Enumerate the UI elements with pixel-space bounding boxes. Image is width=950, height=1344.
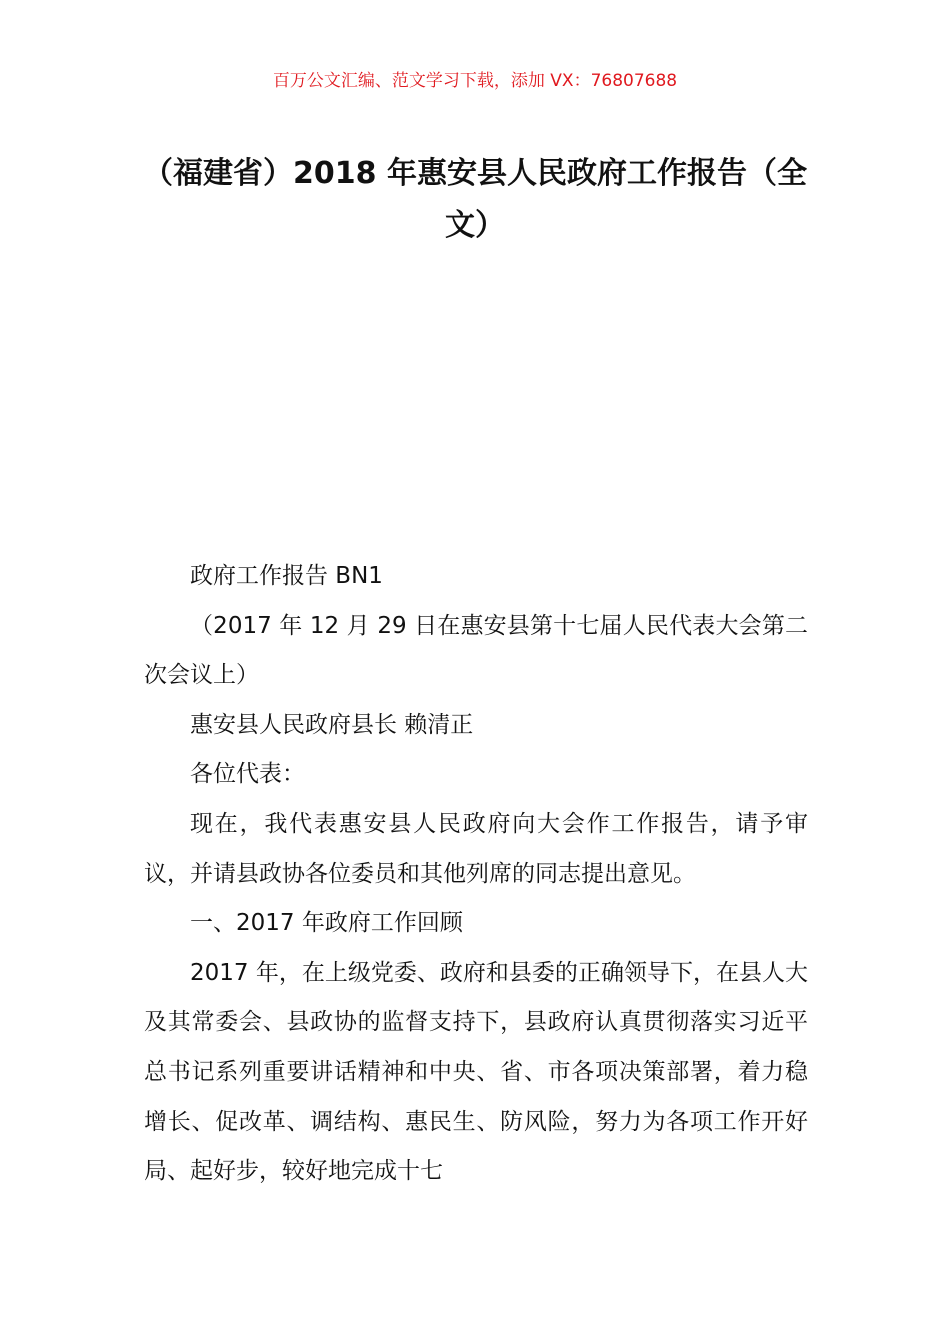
salutation: 各位代表：	[190, 761, 305, 788]
header-banner: 百万公文汇编、范文学习下载，添加 VX：76807688	[272, 71, 678, 91]
section-heading: 一、2017 年政府工作回顾	[190, 910, 463, 937]
body-paragraph: 2017 年，在上级党委、政府和县委的正确领导下，在县人大及其常委会、县政协的监督支持下，县政府认真贯彻落实习近平总书记系列重要讲话精神和中央、省、市各项决策部署，着力稳增长、促改革、调结构、惠民生、防风险，努力为各项工作开好局、起好步，较好地完成十七	[144, 959, 808, 1185]
document-title: （福建省）2018 年惠安县人民政府工作报告（全文）	[143, 156, 807, 243]
report-label: 政府工作报告 BN1	[190, 563, 383, 589]
meeting-note: （2017 年 12 月 29 日在惠安县第十七届人民代表大会第二次会议上）	[144, 612, 808, 689]
body-paragraph: 现在，我代表惠安县人民政府向大会作工作报告，请予审议，并请县政协各位委员和其他列席的同志提出意见。	[144, 810, 808, 887]
speaker-line: 惠安县人民政府县长 赖清正	[190, 711, 474, 738]
document-body	[144, 552, 808, 1197]
